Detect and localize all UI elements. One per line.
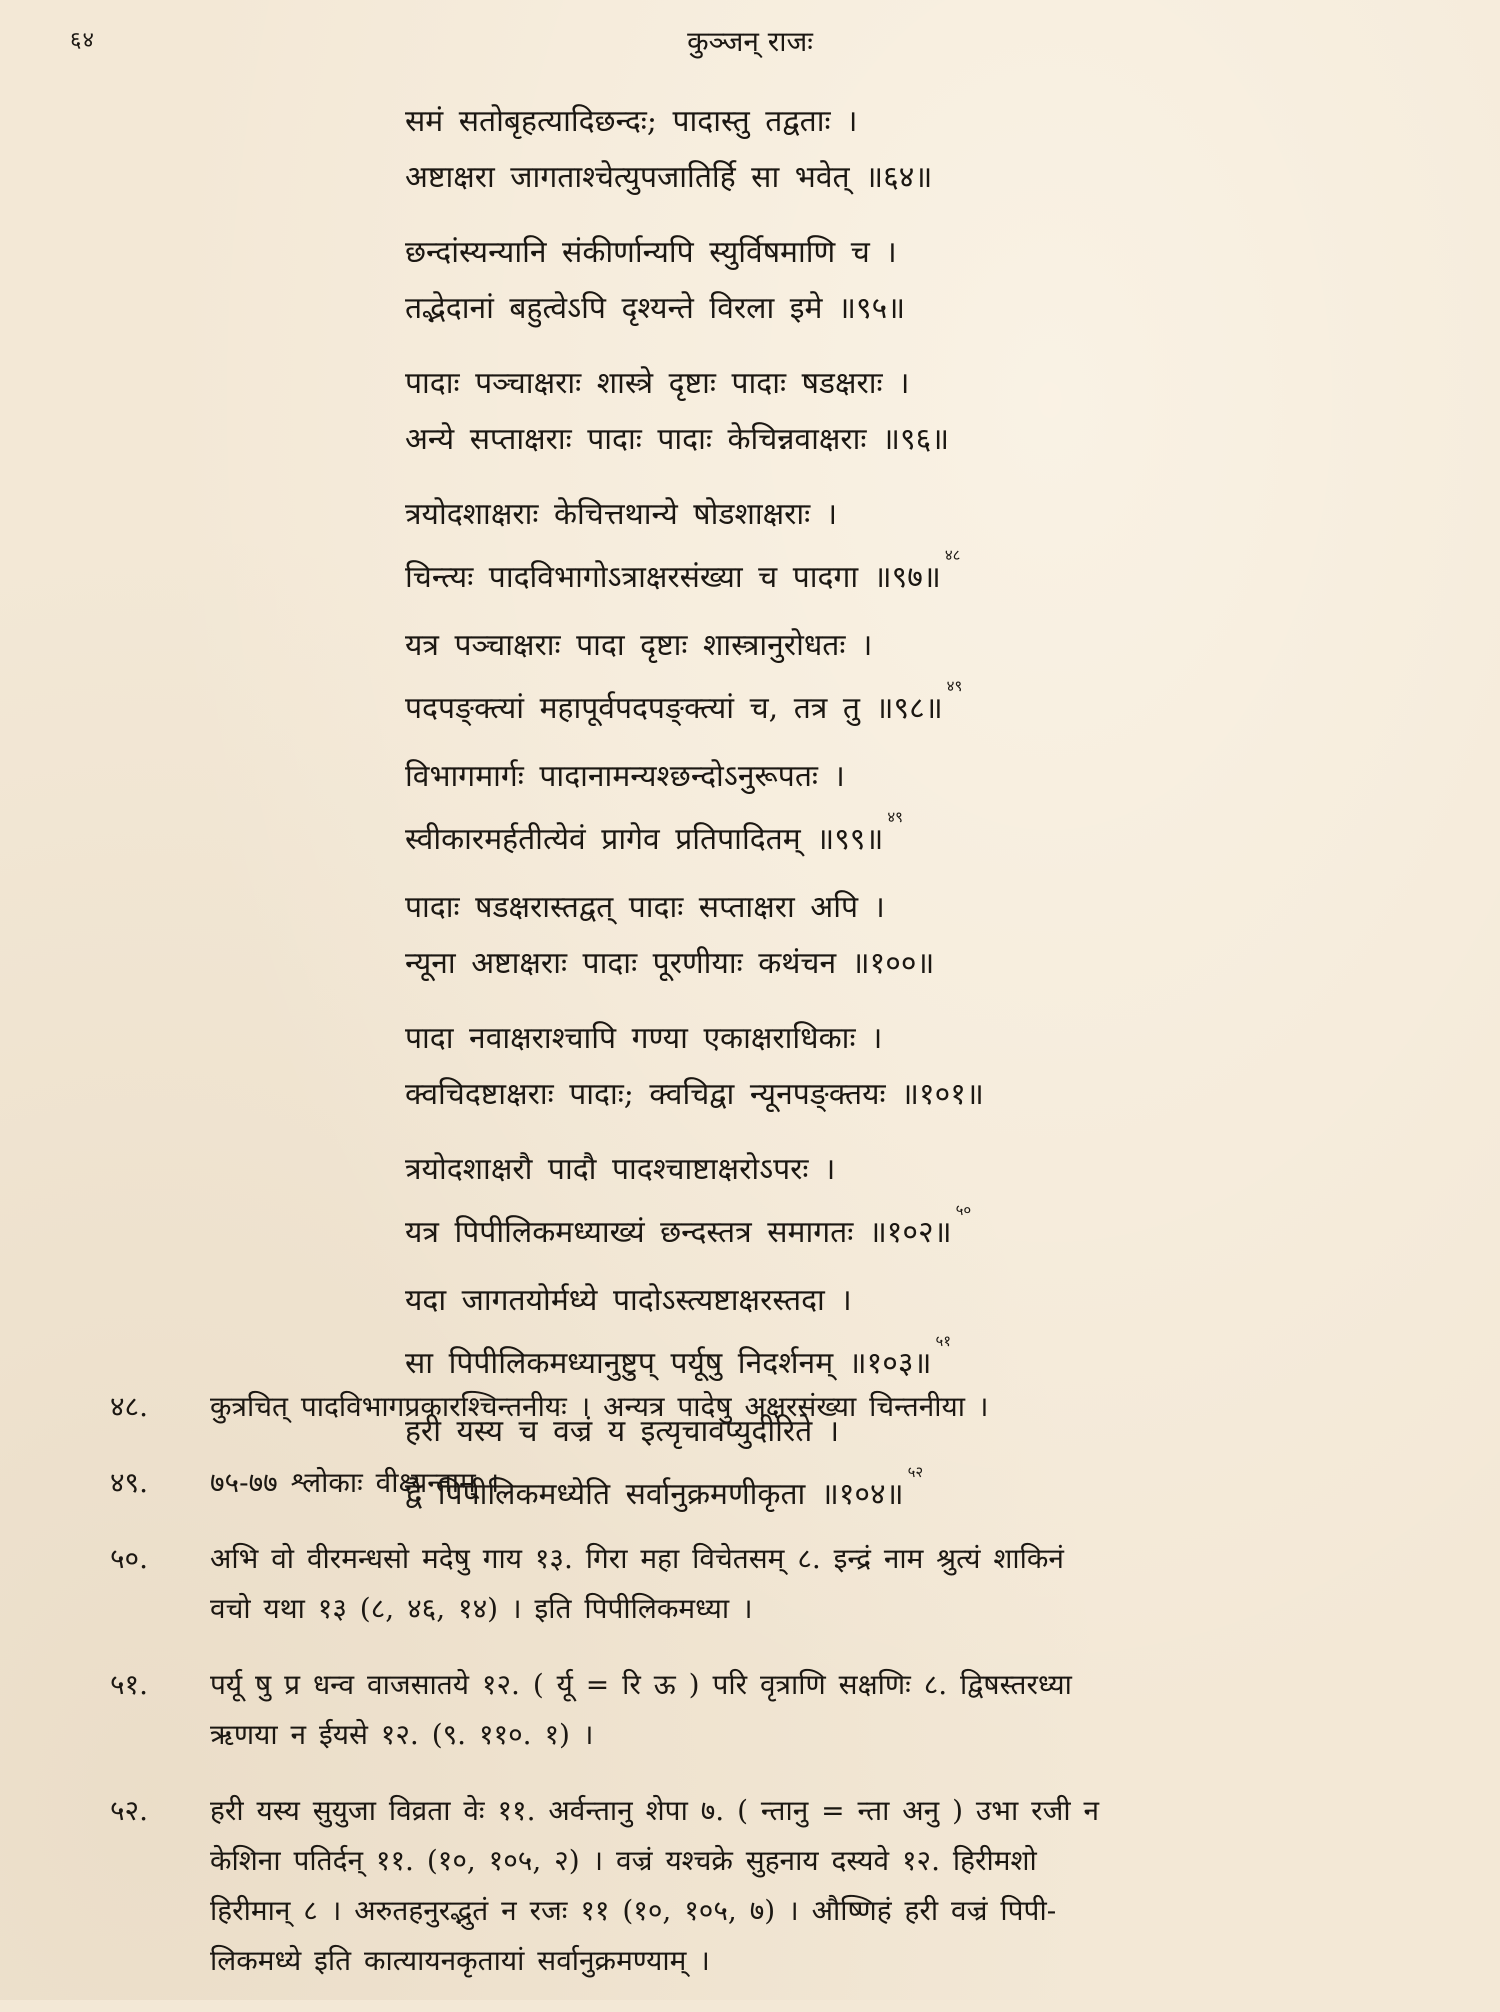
page-number: ६४: [70, 28, 95, 53]
verse-line-text: अष्टाक्षरा जागताश्चेत्युपजातिर्हि सा भवेत् ॥६४॥: [405, 160, 933, 195]
footnote-number: ५१.: [110, 1668, 149, 1701]
footnote: [110, 1382, 1400, 1432]
footnote-number: ४९.: [110, 1466, 149, 1499]
footnote-marker: ४९: [946, 677, 963, 695]
footnote-text: हरी यस्य सुयुजा विव्रता वेः ११. अर्वन्तानु शेपा ७. ( न्तानु = न्ता अनु ) उभा रजी न: [210, 1794, 1100, 1827]
verse-line: पादाः षडक्षरास्तद्वत् पादाः सप्ताक्षरा अपि ।: [405, 890, 885, 925]
verse: [405, 487, 1405, 599]
verse-line: यदा जागतयोर्मध्ये पादोऽस्त्यष्टाक्षरस्तदा ।: [405, 1283, 852, 1318]
verse-line: त्रयोदशाक्षराः केचित्तथान्ये षोडशाक्षराः ।: [405, 497, 838, 532]
verse-line: पादाः पञ्चाक्षराः शास्त्रे दृष्टाः पादाः षडक्षराः ।: [405, 366, 910, 401]
verse-line: [405, 1329, 1405, 1385]
verse-line: [405, 543, 1405, 599]
verse: [405, 749, 1405, 861]
footnote: [110, 1458, 1400, 1508]
footnote-text: पर्यू षु प्र धन्व वाजसातये १२. ( र्यू = रि ऊ ) परि वृत्राणि सक्षणिः ८. द्विषस्तरध्या: [210, 1668, 1072, 1701]
footnote: [110, 1534, 1400, 1634]
footnotes-section: [110, 1382, 1400, 2012]
verse-line-text: अन्ये सप्ताक्षराः पादाः पादाः केचिन्नवाक्षराः ॥९६॥: [405, 422, 950, 457]
verse: [405, 1011, 1405, 1123]
verse-line: पादा नवाक्षराश्चापि गण्या एकाक्षराधिकाः ।: [405, 1021, 883, 1056]
verse-line: समं सतोबृहत्यादिछन्दः; पादास्तु तद्वताः ।: [405, 104, 858, 139]
footnote-text: केशिना पतिर्दन् ११. (१०, १०५, २) । वज्रं यश्चक्रे सुहनाय दस्यवे १२. हिरीमशो: [210, 1844, 1037, 1877]
verse-line: [405, 281, 1405, 337]
verse: [405, 618, 1405, 730]
verse-line-text: क्वचिदष्टाक्षराः पादाः; क्वचिद्वा न्यूनपङ्क्तयः ॥१०१॥: [405, 1077, 984, 1112]
verse-line-text: द्वे पिपीलिकमध्येति सर्वानुक्रमणीकृता ॥१०४॥: [405, 1477, 904, 1512]
footnote-marker: ५१: [935, 1332, 952, 1350]
verse-line-text: तद्भेदानां बहुत्वेऽपि दृश्यन्ते विरला इमे ॥९५॥: [405, 291, 906, 326]
footnote-marker: ५२: [907, 1463, 924, 1481]
footnote-number: ४८.: [110, 1390, 149, 1423]
footnote-text: अभि वो वीरमन्धसो मदेषु गाय १३. गिरा महा विचेतसम् ८. इन्द्रं नाम श्रुत्यं शाकिनं: [210, 1542, 1064, 1575]
verse: [405, 1142, 1405, 1254]
verse-line: [405, 936, 1405, 992]
verse: [405, 225, 1405, 337]
verse-line: यत्र पञ्चाक्षराः पादा दृष्टाः शास्त्रानुरोधतः ।: [405, 628, 873, 663]
verse-line-text: स्वीकारमर्हतीत्येवं प्रागेव प्रतिपादितम् ॥९९॥: [405, 822, 884, 857]
verse-line: विभागमार्गः पादानामन्यश्छन्दोऽनुरूपतः ।: [405, 759, 845, 794]
verse-line-text: सा पिपीलिकमध्यानुष्टुप् पर्यूषु निदर्शनम् ॥१०३॥: [405, 1346, 932, 1381]
footnote-text: वचो यथा १३ (८, ४६, १४) । इति पिपीलिकमध्या ।: [210, 1592, 753, 1625]
verse-line: छन्दांस्यन्यानि संकीर्णान्यपि स्युर्विषमाणि च ।: [405, 235, 897, 270]
footnote: [110, 1660, 1400, 1760]
verse-block: [405, 94, 1405, 1535]
verse-line: [405, 1198, 1405, 1254]
verse-line-text: यत्र पिपीलिकमध्याख्यं छन्दस्तत्र समागतः ॥१०२॥: [405, 1215, 952, 1250]
footnote: [110, 1786, 1400, 1986]
verse-line-text: चिन्त्यः पादविभागोऽत्राक्षरसंख्या च पादगा ॥९७॥: [405, 560, 941, 595]
verse-line: [405, 674, 1405, 730]
verse-line-text: पदपङ्क्त्यां महापूर्वपदपङ्क्त्यां च, तत्र तु ॥९८॥: [405, 691, 943, 726]
footnote-text: लिकमध्ये इति कात्यायनकृतायां सर्वानुक्रमण्याम् ।: [210, 1944, 710, 1977]
verse-line: त्रयोदशाक्षरौ पादौ पादश्चाष्टाक्षरोऽपरः ।: [405, 1152, 836, 1187]
footnote-number: ५२.: [110, 1794, 149, 1827]
verse-line: [405, 412, 1405, 468]
verse: [405, 1273, 1405, 1385]
footnote-text: ऋणया न ईयसे १२. (९. ११०. १) ।: [210, 1718, 594, 1751]
verse: [405, 356, 1405, 468]
verse-line: [405, 805, 1405, 861]
footnote-marker: ५०: [955, 1201, 972, 1219]
verse: [405, 880, 1405, 992]
footnote-number: ५०.: [110, 1542, 149, 1575]
footnote-text: ७५-७७ श्लोकाः वीक्ष्यन्ताम् ।: [210, 1466, 500, 1499]
verse-line: हरी यस्य च वज्रं य इत्यृचावप्युदीरिते ।: [405, 1414, 840, 1449]
verse-line: [405, 150, 1405, 206]
footnote-text: हिरीमान् ८ । अरुतहनुरद्भुतं न रजः ११ (१०, १०५, ७) । औष्णिहं हरी वज्रं पिपी-: [210, 1894, 1057, 1927]
footnote-marker: ४९: [887, 808, 903, 826]
verse-line: [405, 1067, 1405, 1123]
footnote-marker: ४८: [944, 546, 961, 564]
verse: [405, 94, 1405, 206]
verse-line-text: न्यूना अष्टाक्षराः पादाः पूरणीयाः कथंचन ॥१००॥: [405, 946, 935, 981]
footnote-text: कुत्रचित् पादविभागप्रकारश्चिन्तनीयः । अन्यत्र पादेषु अक्षरसंख्या चिन्तनीया ।: [210, 1390, 989, 1423]
running-title: कुञ्जन् राजः: [687, 25, 813, 58]
